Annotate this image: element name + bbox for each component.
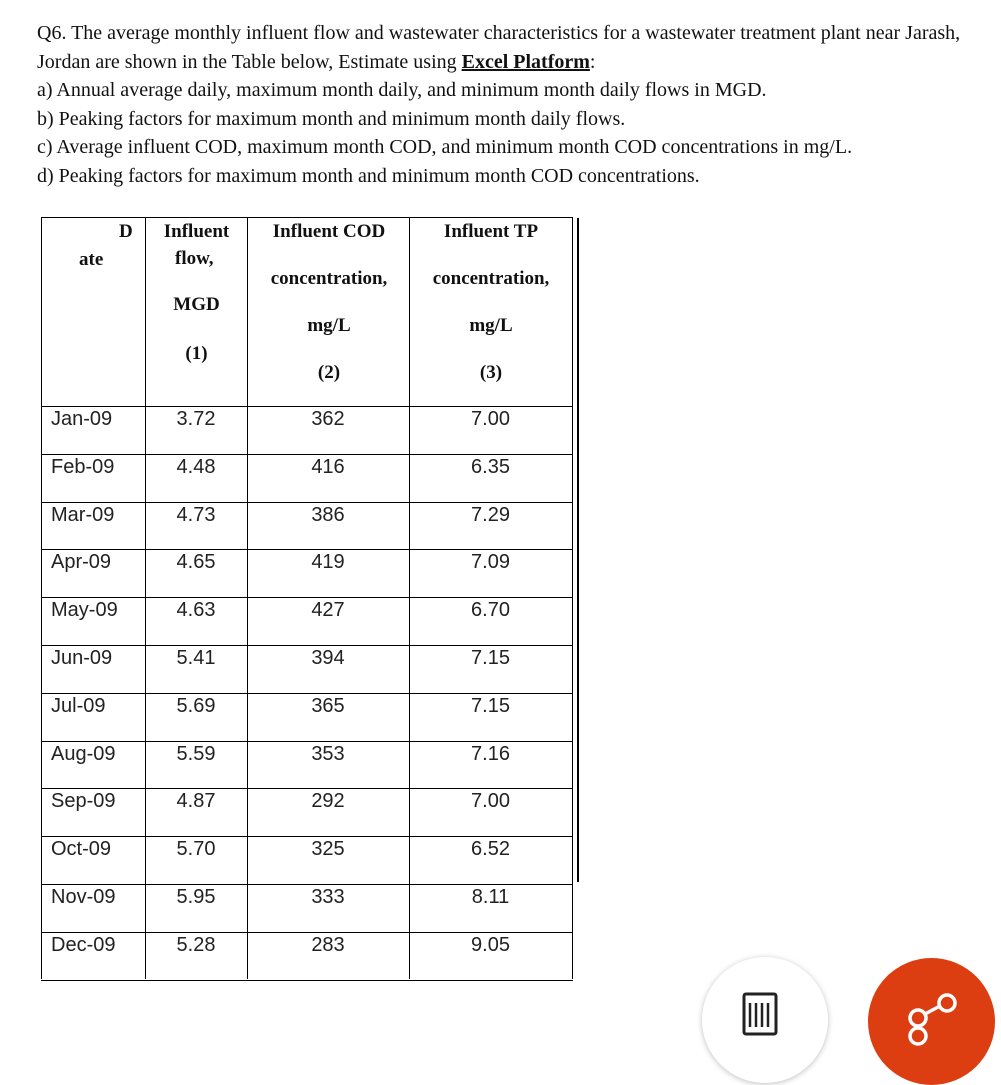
question-intro: [37, 19, 987, 76]
cell-cod: 283: [311, 933, 345, 956]
header-cod-4: (2): [317, 362, 341, 383]
cell-flow: 4.65: [176, 551, 216, 574]
row-line: [41, 980, 573, 981]
cell-tp: 6.35: [471, 455, 510, 478]
cell-cod: 362: [311, 408, 345, 430]
cell-cod: 386: [311, 503, 345, 526]
cell-flow: 3.72: [176, 408, 216, 430]
share-icon: [868, 958, 995, 1085]
cell-flow: 4.73: [176, 503, 216, 526]
question-part-d: d) Peaking factors for maximum month and minimum month COD concentrations.: [37, 164, 700, 187]
row-line: [41, 406, 573, 407]
cell-date: Dec-09: [51, 933, 116, 956]
cell-flow: 5.69: [176, 694, 216, 717]
document-lines-icon: [702, 957, 828, 1083]
header-flow-3: MGD: [173, 294, 220, 315]
data-table: [41, 217, 573, 979]
cell-tp: 7.29: [471, 503, 510, 526]
cell-flow: 5.28: [176, 933, 216, 956]
row-line: [41, 549, 573, 550]
header-flow-4: (1): [185, 343, 208, 364]
cell-flow: 5.59: [176, 742, 216, 765]
document-button[interactable]: [702, 957, 828, 1083]
header-tp-4: (3): [479, 362, 503, 383]
cell-date: Apr-09: [51, 551, 112, 574]
question-part-b: b) Peaking factors for maximum month and minimum month daily flows.: [37, 107, 626, 130]
col-line-0: [41, 218, 42, 979]
cell-date: Jan-09: [51, 408, 113, 430]
cell-date: May-09: [51, 599, 118, 622]
header-flow-2: flow,: [175, 248, 214, 269]
question-part-c: c) Average influent COD, maximum month COD, and minimum month COD concentrations in mg/L.: [37, 136, 853, 158]
header-cod-1: Influent COD: [272, 221, 386, 242]
cell-cod: 325: [311, 838, 345, 861]
row-line: [41, 932, 573, 933]
cell-cod: 353: [311, 742, 345, 765]
cell-cod: 419: [311, 551, 345, 574]
intro-text: Q6. The average monthly influent flow and wastewater characteristics for a wastewater treatment plant near Jarash, Jordan are shown in the Table below, Estimate using: [37, 22, 961, 73]
col-line-outer: [577, 218, 579, 882]
cell-cod: 292: [311, 790, 345, 813]
cell-cod: 427: [311, 599, 345, 622]
cell-tp: 6.70: [471, 599, 510, 622]
cell-tp: 7.15: [471, 647, 510, 669]
cell-tp: 6.52: [471, 838, 510, 861]
row-line: [41, 502, 573, 503]
cell-date: Aug-09: [51, 742, 116, 765]
cell-cod: 333: [311, 886, 345, 908]
col-line-4: [572, 218, 573, 979]
cell-tp: 7.00: [471, 790, 510, 813]
question-part-a: a) Annual average daily, maximum month daily, and minimum month daily flows in MGD.: [37, 79, 767, 101]
cell-cod: 416: [311, 455, 345, 478]
cell-date: Feb-09: [51, 455, 115, 478]
cell-flow: 5.70: [176, 838, 216, 861]
row-line: [41, 645, 573, 646]
cell-date: Nov-09: [51, 886, 116, 908]
cell-tp: 7.15: [471, 694, 510, 717]
cell-date: Mar-09: [51, 503, 115, 526]
header-date-b: ate: [79, 249, 104, 270]
cell-tp: 7.00: [471, 408, 510, 430]
header-cod-3: mg/L: [307, 315, 351, 336]
cell-cod: 394: [311, 647, 345, 669]
row-line: [41, 788, 573, 789]
header-tp-3: mg/L: [469, 315, 513, 336]
row-line: [41, 693, 573, 694]
excel-platform-label: Excel Platform: [461, 50, 590, 73]
row-line: [41, 884, 573, 885]
header-tp-2: concentration,: [432, 268, 550, 289]
cell-flow: 5.41: [176, 647, 216, 669]
intro-colon: :: [589, 50, 596, 73]
cell-flow: 4.63: [176, 599, 216, 622]
share-button[interactable]: [868, 958, 995, 1085]
cell-tp: 7.09: [471, 551, 510, 574]
cell-flow: 4.48: [176, 455, 216, 478]
header-tp-1: Influent TP: [443, 221, 539, 242]
cell-flow: 5.95: [176, 886, 216, 908]
header-date-a: D: [119, 221, 133, 242]
header-flow-1: Influent: [163, 221, 230, 242]
row-line: [41, 597, 573, 598]
row-line: [41, 454, 573, 455]
cell-flow: 4.87: [176, 790, 216, 813]
cell-date: Jun-09: [51, 647, 113, 669]
cell-date: Sep-09: [51, 790, 116, 813]
cell-tp: 8.11: [471, 886, 510, 908]
cell-tp: 9.05: [471, 933, 510, 956]
row-line: [41, 836, 573, 837]
cell-tp: 7.16: [471, 742, 510, 765]
cell-date: Jul-09: [51, 694, 106, 717]
question-text: [37, 19, 987, 190]
cell-cod: 365: [311, 694, 345, 717]
row-line: [41, 741, 573, 742]
cell-date: Oct-09: [51, 838, 112, 861]
header-cod-2: concentration,: [270, 268, 388, 289]
